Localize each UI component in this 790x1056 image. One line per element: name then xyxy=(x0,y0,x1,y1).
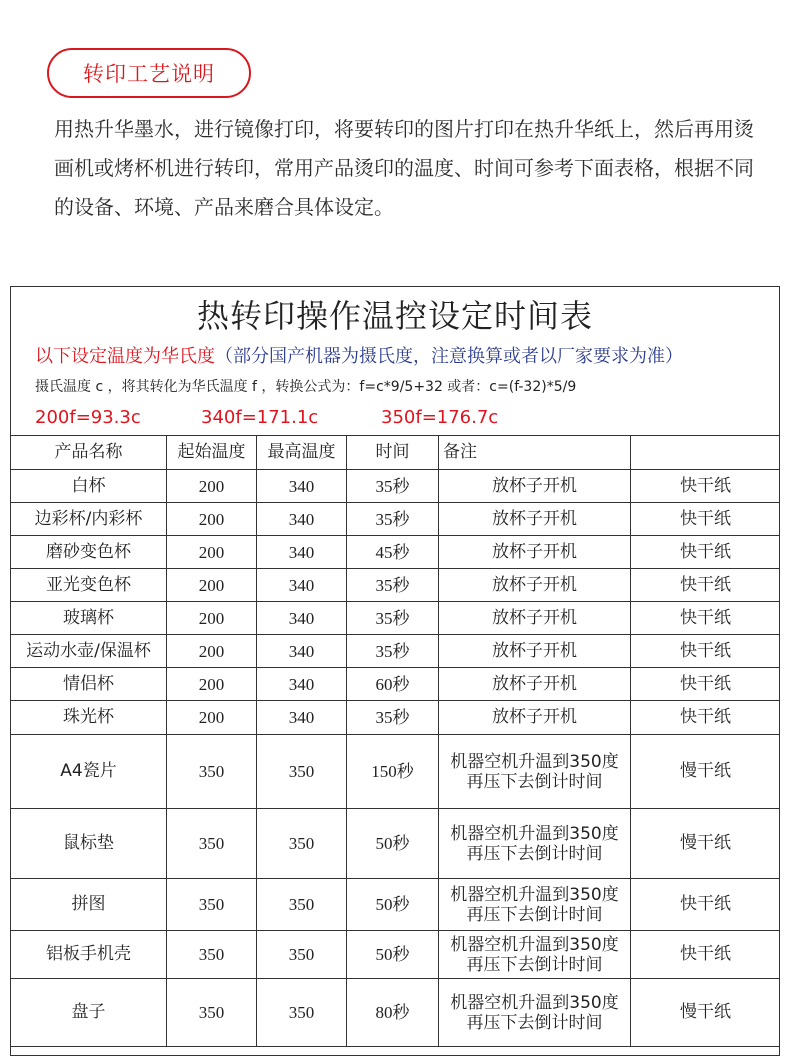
cell-max-temp: 340 xyxy=(257,701,347,735)
cell-note: 放杯子开机 xyxy=(439,701,631,735)
cell-note: 放杯子开机 xyxy=(439,470,631,503)
cell-start-temp: 200 xyxy=(167,668,257,701)
intro-paragraph: 用热升华墨水，进行镜像打印，将要转印的图片打印在热升华纸上，然后再用烫画机或烤杯机进行转印，常用产品烫印的温度、时间可参考下面表格，根据不同的设备、环境、产品来磨合具体设定。 xyxy=(54,117,754,219)
cell-time: 60秒 xyxy=(347,668,439,701)
table-row xyxy=(11,668,781,701)
cell-max-temp: 340 xyxy=(257,536,347,569)
conversion-examples xyxy=(11,401,779,435)
table-row xyxy=(11,602,781,635)
cell-paper-type: 快干纸 xyxy=(631,635,781,668)
cell-start-temp: 200 xyxy=(167,569,257,602)
cell-start-temp: 200 xyxy=(167,470,257,503)
cell-paper-type: 快干纸 xyxy=(631,536,781,569)
table-row xyxy=(11,979,781,1047)
cell-max-temp: 350 xyxy=(257,879,347,931)
cell-time: 80秒 xyxy=(347,979,439,1047)
cell-product-name: 情侣杯 xyxy=(11,668,167,701)
section-title: 转印工艺说明 xyxy=(83,62,215,86)
settings-table-panel xyxy=(10,286,780,1056)
cell-max-temp: 340 xyxy=(257,602,347,635)
cell-note-line1: 机器空机升温到350度 xyxy=(450,992,619,1013)
cell-note-line2: 再压下去倒计时间 xyxy=(466,1012,603,1033)
cell-note: 放杯子开机 xyxy=(439,569,631,602)
cell-max-temp: 340 xyxy=(257,635,347,668)
cell-time: 50秒 xyxy=(347,809,439,879)
cell-time: 50秒 xyxy=(347,931,439,979)
table-row xyxy=(11,470,781,503)
header-max-temp: 最高温度 xyxy=(257,436,347,470)
table-row xyxy=(11,735,781,809)
header-note: 备注 xyxy=(439,436,631,470)
fahrenheit-note-main: 以下设定温度为华氏度 xyxy=(35,346,215,367)
cell-start-temp: 200 xyxy=(167,503,257,536)
header-paper xyxy=(631,436,781,470)
cell-paper-type: 慢干纸 xyxy=(631,735,781,809)
cell-paper-type: 快干纸 xyxy=(631,602,781,635)
cell-start-temp: 350 xyxy=(167,735,257,809)
table-row xyxy=(11,569,781,602)
cell-max-temp: 350 xyxy=(257,809,347,879)
cell-note xyxy=(439,735,631,809)
cell-max-temp: 350 xyxy=(257,735,347,809)
cell-product-name: 盘子 xyxy=(11,979,167,1047)
cell-product-name: 运动水壶/保温杯 xyxy=(11,635,167,668)
cell-product-name: 拼图 xyxy=(11,879,167,931)
section-title-badge xyxy=(47,48,251,98)
cell-max-temp: 340 xyxy=(257,503,347,536)
cell-time: 35秒 xyxy=(347,503,439,536)
cell-time: 35秒 xyxy=(347,569,439,602)
cell-product-name: 白杯 xyxy=(11,470,167,503)
table-row xyxy=(11,635,781,668)
cell-start-temp: 200 xyxy=(167,602,257,635)
conversion-340f: 340f=171.1c xyxy=(201,407,319,428)
conversion-formula: 摄氏温度 c ，将其转化为华氏温度 f ，转换公式为：f=c*9/5+32 或者：c=(f-32)*5/9 xyxy=(35,379,577,395)
header-time: 时间 xyxy=(347,436,439,470)
cell-time: 150秒 xyxy=(347,735,439,809)
cell-start-temp: 350 xyxy=(167,979,257,1047)
table-row xyxy=(11,503,781,536)
table-header-row xyxy=(11,436,781,470)
fahrenheit-note xyxy=(11,341,779,373)
fahrenheit-note-paren: （部分国产机器为摄氏度，注意换算或者以厂家要求为准） xyxy=(215,346,683,367)
header-start-temp: 起始温度 xyxy=(167,436,257,470)
cell-start-temp: 200 xyxy=(167,701,257,735)
cell-paper-type: 快干纸 xyxy=(631,668,781,701)
table-row xyxy=(11,701,781,735)
cell-note-line2: 再压下去倒计时间 xyxy=(466,904,603,925)
cell-max-temp: 350 xyxy=(257,931,347,979)
cell-max-temp: 340 xyxy=(257,668,347,701)
cell-time: 35秒 xyxy=(347,701,439,735)
header-product: 产品名称 xyxy=(11,436,167,470)
cell-max-temp: 340 xyxy=(257,470,347,503)
cell-paper-type: 快干纸 xyxy=(631,503,781,536)
cell-note xyxy=(439,879,631,931)
cell-paper-type: 快干纸 xyxy=(631,470,781,503)
cell-start-temp: 200 xyxy=(167,536,257,569)
cell-note: 放杯子开机 xyxy=(439,668,631,701)
cell-paper-type: 慢干纸 xyxy=(631,809,781,879)
cell-note: 放杯子开机 xyxy=(439,602,631,635)
cell-note-line1: 机器空机升温到350度 xyxy=(450,934,619,955)
cell-product-name: 珠光杯 xyxy=(11,701,167,735)
cell-start-temp: 350 xyxy=(167,931,257,979)
cell-note: 放杯子开机 xyxy=(439,536,631,569)
cell-note xyxy=(439,979,631,1047)
cell-time: 35秒 xyxy=(347,602,439,635)
cell-note: 放杯子开机 xyxy=(439,635,631,668)
cell-note-line2: 再压下去倒计时间 xyxy=(466,771,603,792)
cell-product-name: 铝板手机壳 xyxy=(11,931,167,979)
cell-paper-type: 慢干纸 xyxy=(631,979,781,1047)
cell-max-temp: 340 xyxy=(257,569,347,602)
cell-start-temp: 200 xyxy=(167,635,257,668)
cell-time: 35秒 xyxy=(347,635,439,668)
cell-product-name: 玻璃杯 xyxy=(11,602,167,635)
cell-time: 50秒 xyxy=(347,879,439,931)
cell-paper-type: 快干纸 xyxy=(631,931,781,979)
cell-product-name: 亚光变色杯 xyxy=(11,569,167,602)
cell-product-name: 边彩杯/内彩杯 xyxy=(11,503,167,536)
cell-start-temp: 350 xyxy=(167,809,257,879)
settings-table xyxy=(10,435,780,1047)
cell-note: 放杯子开机 xyxy=(439,503,631,536)
cell-note-line2: 再压下去倒计时间 xyxy=(466,954,603,975)
table-row xyxy=(11,809,781,879)
cell-note-line1: 机器空机升温到350度 xyxy=(450,884,619,905)
table-row xyxy=(11,879,781,931)
cell-time: 45秒 xyxy=(347,536,439,569)
cell-paper-type: 快干纸 xyxy=(631,569,781,602)
cell-note-line1: 机器空机升温到350度 xyxy=(450,823,619,844)
table-row xyxy=(11,931,781,979)
cell-paper-type: 快干纸 xyxy=(631,879,781,931)
cell-note-line1: 机器空机升温到350度 xyxy=(450,751,619,772)
cell-start-temp: 350 xyxy=(167,879,257,931)
conversion-350f: 350f=176.7c xyxy=(381,407,499,428)
table-row xyxy=(11,536,781,569)
conversion-200f: 200f=93.3c xyxy=(35,407,141,428)
cell-max-temp: 350 xyxy=(257,979,347,1047)
cell-product-name: 鼠标垫 xyxy=(11,809,167,879)
cell-note xyxy=(439,931,631,979)
cell-note-line2: 再压下去倒计时间 xyxy=(466,843,603,864)
cell-paper-type: 快干纸 xyxy=(631,701,781,735)
table-title: 热转印操作温控设定时间表 xyxy=(196,297,593,335)
cell-note xyxy=(439,809,631,879)
cell-product-name: A4瓷片 xyxy=(11,735,167,809)
cell-product-name: 磨砂变色杯 xyxy=(11,536,167,569)
cell-time: 35秒 xyxy=(347,470,439,503)
